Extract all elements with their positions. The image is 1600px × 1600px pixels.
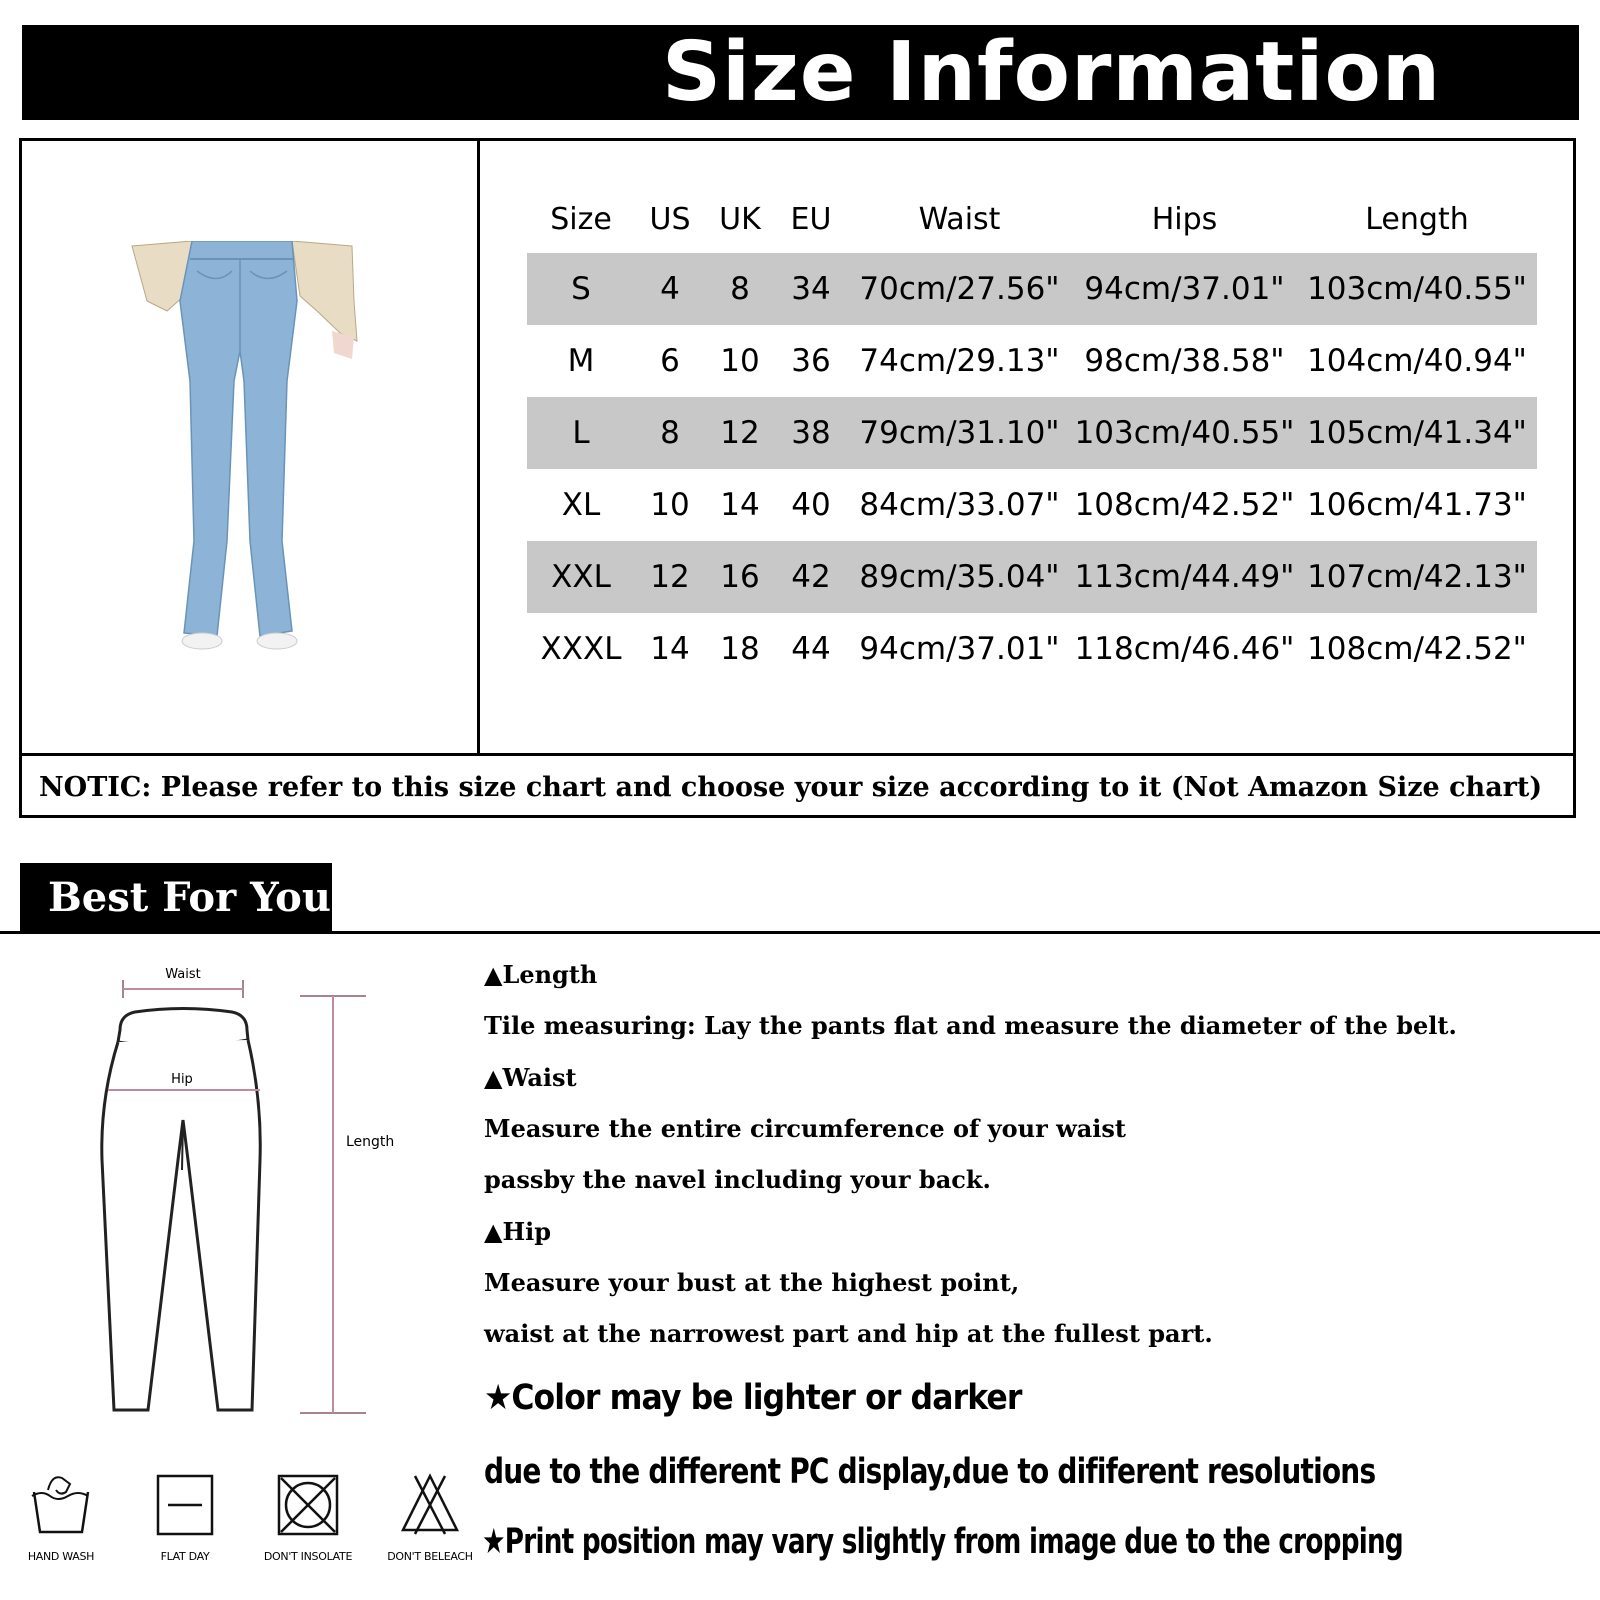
cell-us: 12	[650, 559, 690, 595]
care-no-insolate	[248, 1470, 368, 1563]
length-text: Tile measuring: Lay the pants flat and measure the diameter of the belt.	[484, 1011, 1457, 1040]
cell-hips: 103cm/40.55"	[1074, 415, 1295, 451]
size-chart-panel	[19, 138, 1576, 818]
best-for-you-heading: Best For You	[20, 863, 332, 933]
cell-length: 104cm/40.94"	[1307, 343, 1527, 379]
hip-label: Hip	[171, 1072, 193, 1087]
header-waist: Waist	[918, 201, 1001, 237]
cell-size: S	[571, 271, 591, 307]
page-title: Size Information	[662, 25, 1442, 120]
cell-us: 4	[660, 271, 680, 307]
care-hand-wash	[1, 1470, 121, 1563]
care-label: HAND WASH	[27, 1550, 95, 1563]
cell-uk: 14	[720, 487, 760, 523]
cell-size: L	[572, 415, 590, 451]
vertical-divider	[477, 141, 480, 753]
cell-uk: 8	[730, 271, 750, 307]
table-row	[527, 469, 1537, 541]
measurement-diagram	[90, 960, 410, 1430]
cell-length: 105cm/41.34"	[1307, 415, 1527, 451]
cell-hips: 108cm/42.52"	[1074, 487, 1295, 523]
table-header	[527, 185, 1537, 253]
header-hips: Hips	[1151, 201, 1218, 237]
waist-text-1: Measure the entire circumference of your waist	[484, 1114, 1127, 1143]
cell-uk: 12	[720, 415, 760, 451]
care-label: DON'T INSOLATE	[263, 1550, 353, 1563]
cell-length: 108cm/42.52"	[1307, 631, 1527, 667]
cell-eu: 42	[791, 559, 831, 595]
cell-waist: 70cm/27.56"	[859, 271, 1060, 307]
waist-heading: ▲Waist	[484, 1063, 577, 1092]
cell-size: XL	[561, 487, 601, 523]
cell-waist: 84cm/33.07"	[859, 487, 1060, 523]
table-row	[527, 541, 1537, 613]
cell-hips: 98cm/38.58"	[1084, 343, 1285, 379]
cell-waist: 74cm/29.13"	[859, 343, 1060, 379]
cell-us: 14	[650, 631, 690, 667]
cell-size: XXL	[551, 559, 611, 595]
table-row	[527, 325, 1537, 397]
header-length: Length	[1365, 201, 1469, 237]
cell-eu: 34	[791, 271, 831, 307]
table-row	[527, 397, 1537, 469]
cell-uk: 10	[720, 343, 760, 379]
length-heading: ▲Length	[484, 960, 598, 989]
hand-wash-icon	[26, 1470, 96, 1540]
cell-us: 6	[660, 343, 680, 379]
cell-uk: 16	[720, 559, 760, 595]
cell-us: 8	[660, 415, 680, 451]
cell-length: 107cm/42.13"	[1307, 559, 1527, 595]
cell-waist: 79cm/31.10"	[859, 415, 1060, 451]
color-disclaimer-1: ★Color may be lighter or darker	[484, 1378, 1022, 1418]
cell-size: XXXL	[540, 631, 622, 667]
care-label: DON'T BELEACH	[387, 1550, 473, 1563]
cell-us: 10	[650, 487, 690, 523]
length-label: Length	[346, 1134, 395, 1150]
header-size: Size	[550, 201, 612, 237]
size-table	[527, 185, 1537, 685]
do-not-bleach-icon	[395, 1470, 465, 1540]
cell-length: 106cm/41.73"	[1307, 487, 1527, 523]
hip-text-2: waist at the narrowest part and hip at the fullest part.	[484, 1319, 1213, 1348]
table-row	[527, 253, 1537, 325]
cell-size: M	[567, 343, 595, 379]
table-row	[527, 613, 1537, 685]
cell-hips: 94cm/37.01"	[1084, 271, 1285, 307]
cell-hips: 118cm/46.46"	[1074, 631, 1295, 667]
color-disclaimer-2: due to the different PC display,due to dififerent resolutions	[484, 1452, 1376, 1492]
care-no-bleach	[370, 1470, 490, 1563]
header-us: US	[649, 201, 691, 237]
cell-waist: 89cm/35.04"	[859, 559, 1060, 595]
title-banner	[22, 25, 1579, 120]
cell-length: 103cm/40.55"	[1307, 271, 1527, 307]
print-disclaimer: ★Print position may vary slightly from image due to the cropping	[482, 1522, 1403, 1562]
cell-hips: 113cm/44.49"	[1074, 559, 1295, 595]
cell-uk: 18	[720, 631, 760, 667]
hip-text-1: Measure your bust at the highest point,	[484, 1268, 1020, 1297]
section-rule	[0, 931, 1600, 934]
do-not-tumble-icon	[273, 1470, 343, 1540]
cell-eu: 38	[791, 415, 831, 451]
jeans-product-image	[122, 241, 362, 666]
hip-heading: ▲Hip	[484, 1217, 552, 1246]
header-eu: EU	[790, 201, 832, 237]
waist-label: Waist	[165, 967, 201, 982]
care-label: FLAT DAY	[160, 1550, 210, 1563]
cell-eu: 40	[791, 487, 831, 523]
waist-text-2: passby the navel including your back.	[484, 1165, 991, 1194]
care-flat-dry	[125, 1470, 245, 1563]
cell-eu: 36	[791, 343, 831, 379]
cell-waist: 94cm/37.01"	[859, 631, 1060, 667]
cell-eu: 44	[791, 631, 831, 667]
size-notice: NOTIC: Please refer to this size chart and choose your size according to it (Not Amazon Size chart)	[39, 771, 1543, 803]
header-uk: UK	[719, 201, 761, 237]
flat-dry-icon	[150, 1470, 220, 1540]
